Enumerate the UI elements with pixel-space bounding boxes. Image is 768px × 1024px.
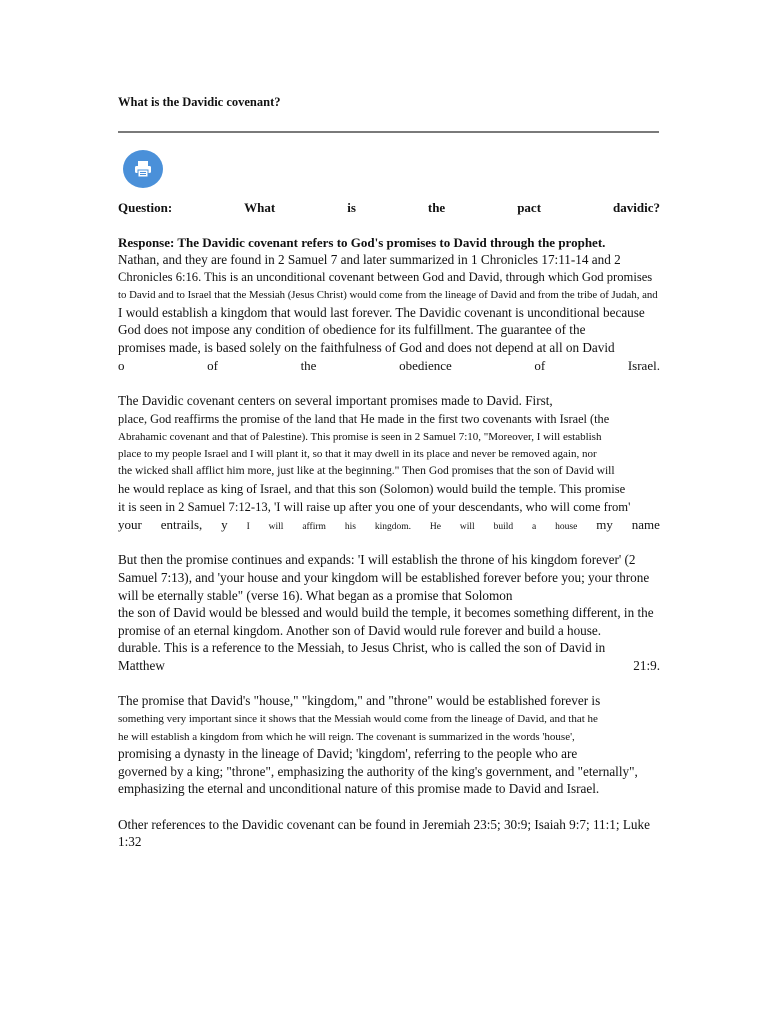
p3-line: Samuel 7:13), and 'your house and your kingdom will be established forever before you; your throne xyxy=(118,570,650,585)
p1-line: I would establish a kingdom that would last forever. The Davidic covenant is unconditional because xyxy=(118,305,645,320)
p5-line: Other references to the Davidic covenant can be found in Jeremiah 23:5; 30:9; Isaiah 9:7; 11:1; Luke xyxy=(118,817,650,832)
question-word: What xyxy=(244,200,276,215)
question-word: Question: xyxy=(118,200,173,215)
print-button[interactable] xyxy=(123,150,163,188)
p3-line xyxy=(118,657,660,675)
word: name xyxy=(631,517,660,532)
word: Israel. xyxy=(627,358,660,373)
word: his xyxy=(344,522,356,532)
word: will xyxy=(268,522,284,532)
p2-line: it is seen in 2 Samuel 7:12-13, 'I will raise up after you one of your descendants, who will come from' xyxy=(118,500,631,514)
p2-line: place, God reaffirms the promise of the land that He made in the first two covenants with Israel (the xyxy=(118,412,610,426)
word: your xyxy=(118,517,142,532)
p2-line: place to my people Israel and I will plant it, so that it may dwell in its place and never be removed again, nor xyxy=(118,448,597,460)
word: of xyxy=(207,358,218,373)
word: o xyxy=(118,358,125,373)
p1-line: God does not impose any condition of obedience for its fulfillment. The guarantee of the xyxy=(118,322,586,337)
word: kingdom. xyxy=(374,522,411,532)
word: my xyxy=(596,517,613,532)
word: the xyxy=(300,358,317,373)
p4-line: he will establish a kingdom from which he will reign. The covenant is summarized in the words 'house', xyxy=(118,731,575,743)
question-line xyxy=(118,199,660,217)
p1-line: Chronicles 6:16. This is an unconditional covenant between God and David, through which God promises xyxy=(118,270,653,284)
word: a xyxy=(532,522,537,532)
p3-line: But then the promise continues and expands: 'I will establish the throne of his kingdom forever' (2 xyxy=(118,552,636,567)
title-divider xyxy=(118,131,659,133)
word: He xyxy=(429,522,441,532)
response-lead: Response: The Davidic covenant refers to God's promises to David through the prophet. xyxy=(118,235,606,250)
p3-line: will be eternally stable" (verse 16). What began as a promise that Solomon xyxy=(118,588,513,603)
p3-line: the son of David would be blessed and would build the temple, it becomes something different, in the xyxy=(118,605,654,620)
word: affirm xyxy=(302,522,326,532)
p2-line xyxy=(118,516,660,536)
question-word: pact xyxy=(517,200,542,215)
p5-line: 1:32 xyxy=(118,834,142,849)
word: of xyxy=(534,358,546,373)
page-title: What is the Davidic covenant? xyxy=(118,95,281,109)
question-word: is xyxy=(347,200,356,215)
p2-line: he would replace as king of Israel, and that this son (Solomon) would build the temple. This promise xyxy=(118,482,626,496)
word: y xyxy=(221,517,228,532)
p4-line: promising a dynasty in the lineage of David; 'kingdom', referring to the people who are xyxy=(118,746,578,761)
p1-line: promises made, is based solely on the faithfulness of God and does not depend at all on David xyxy=(118,340,615,355)
p4-line: something very important since it shows that the Messiah would come from the lineage of David, and that he xyxy=(118,713,598,725)
printer-icon xyxy=(133,159,153,179)
word: I xyxy=(246,522,250,532)
p4-line: The promise that David's "house," "kingdom," and "throne" would be established forever is xyxy=(118,693,601,708)
word: 21:9. xyxy=(633,658,660,673)
word: entrails, xyxy=(160,517,203,532)
word: house xyxy=(555,522,578,532)
p3-line: promise of an eternal kingdom. Another son of David would rule forever and build a house. xyxy=(118,623,602,638)
p2-line: The Davidic covenant centers on several important promises made to David. First, xyxy=(118,393,553,408)
word: build xyxy=(493,522,514,532)
p4-line: emphasizing the eternal and unconditional nature of this promise made to David and Israel. xyxy=(118,781,600,796)
p4-line: governed by a king; "throne", emphasizing the authority of the king's government, and "eternally", xyxy=(118,764,638,779)
p2-line: the wicked shall afflict him more, just like at the beginning." Then God promises that the son of David will xyxy=(118,464,615,477)
word: obedience xyxy=(399,358,452,373)
word: will xyxy=(459,522,475,532)
p1-line xyxy=(118,357,660,375)
p3-line: durable. This is a reference to the Messiah, to Jesus Christ, who is called the son of David in xyxy=(118,640,606,655)
p2-line: Abrahamic covenant and that of Palestine). This promise is seen in 2 Samuel 7:10, "Moreover, I will establish xyxy=(118,431,602,443)
word: Matthew xyxy=(118,658,165,673)
p1-line: to David and to Israel that the Messiah (Jesus Christ) would come from the lineage of David and from the tribe of Judah, and xyxy=(118,289,658,301)
question-word: davidic? xyxy=(613,200,660,215)
p1-line: Nathan, and they are found in 2 Samuel 7 and later summarized in 1 Chronicles 17:11-14 and 2 xyxy=(118,252,621,267)
question-word: the xyxy=(427,200,446,215)
